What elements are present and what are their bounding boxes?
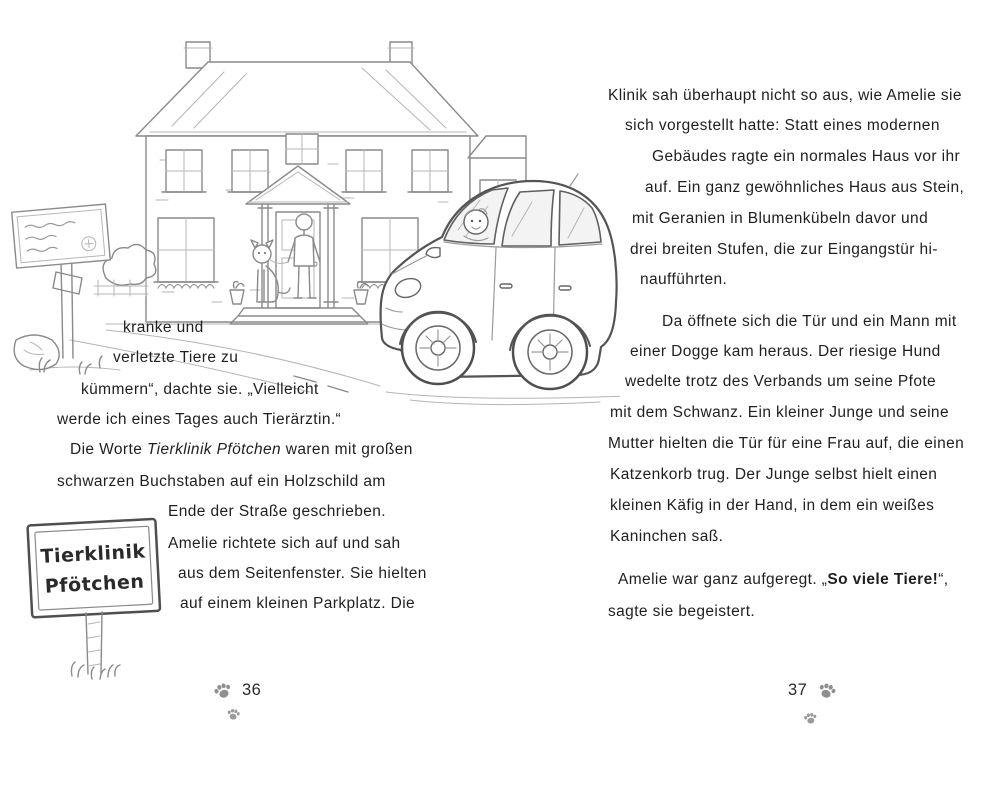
text-line: kranke und	[123, 319, 204, 336]
paw-print-icon	[802, 710, 819, 727]
text-line: aus dem Seitenfenster. Sie hielten	[178, 565, 427, 582]
text-run: “,	[938, 571, 949, 588]
text-line: Klinik sah überhaupt nicht so aus, wie Amelie sie	[608, 87, 962, 104]
text-line	[618, 571, 948, 589]
text-run-italic: Tierklinik Pfötchen	[146, 441, 282, 458]
text-run-bold: So viele Tiere!	[827, 571, 939, 588]
text-line: schwarzen Buchstaben auf ein Holzschild am	[57, 473, 386, 490]
text-line: Da öffnete sich die Tür und ein Mann mit	[662, 313, 957, 330]
text-line: auf. Ein ganz gewöhnliches Haus aus Stein,	[645, 179, 965, 196]
text-line: Ende der Straße geschrieben.	[168, 503, 386, 520]
text-line: Mutter hielten die Tür für eine Frau auf, die einen	[608, 435, 965, 452]
text-line: kleinen Käfig in der Hand, in dem ein weißes	[610, 497, 935, 514]
page-number-right: 37	[788, 681, 808, 699]
text-line: Kaninchen saß.	[610, 528, 724, 545]
text-run: Die Worte	[70, 441, 147, 458]
text-line: Katzenkorb trug. Der Junge selbst hielt einen	[610, 466, 938, 483]
text-line: naufführten.	[640, 271, 728, 288]
text-line: einer Dogge kam heraus. Der riesige Hund	[630, 343, 941, 360]
text-line: drei breiten Stufen, die zur Eingangstür hi-	[630, 241, 938, 258]
text-line: sagte sie begeistert.	[608, 603, 756, 620]
text-run: waren mit großen	[281, 441, 413, 458]
text-line: Gebäudes ragte ein normales Haus vor ihr	[652, 148, 961, 165]
text-line: mit Geranien in Blumenkübeln davor und	[632, 210, 929, 227]
clinic-sign-line2: Pfötchen	[44, 570, 145, 598]
page-number-left: 36	[242, 681, 262, 699]
text-line: verletzte Tiere zu	[113, 349, 239, 366]
text-line: kümmern“, dachte sie. „Vielleicht	[81, 381, 319, 398]
text-line: werde ich eines Tages auch Tierärztin.“	[57, 411, 342, 428]
clinic-sign-line1: Tierklinik	[40, 540, 147, 568]
text-line: Amelie richtete sich auf und sah	[168, 535, 401, 552]
text-line: wedelte trotz des Verbands um seine Pfote	[625, 373, 937, 390]
text-run: Amelie war ganz aufgeregt. „	[618, 571, 828, 588]
text-line: mit dem Schwanz. Ein kleiner Junge und seine	[610, 404, 949, 421]
text-line: auf einem kleinen Parkplatz. Die	[180, 595, 416, 612]
paw-print-icon	[814, 678, 839, 703]
text-line: sich vorgestellt hatte: Statt eines modernen	[625, 117, 940, 134]
